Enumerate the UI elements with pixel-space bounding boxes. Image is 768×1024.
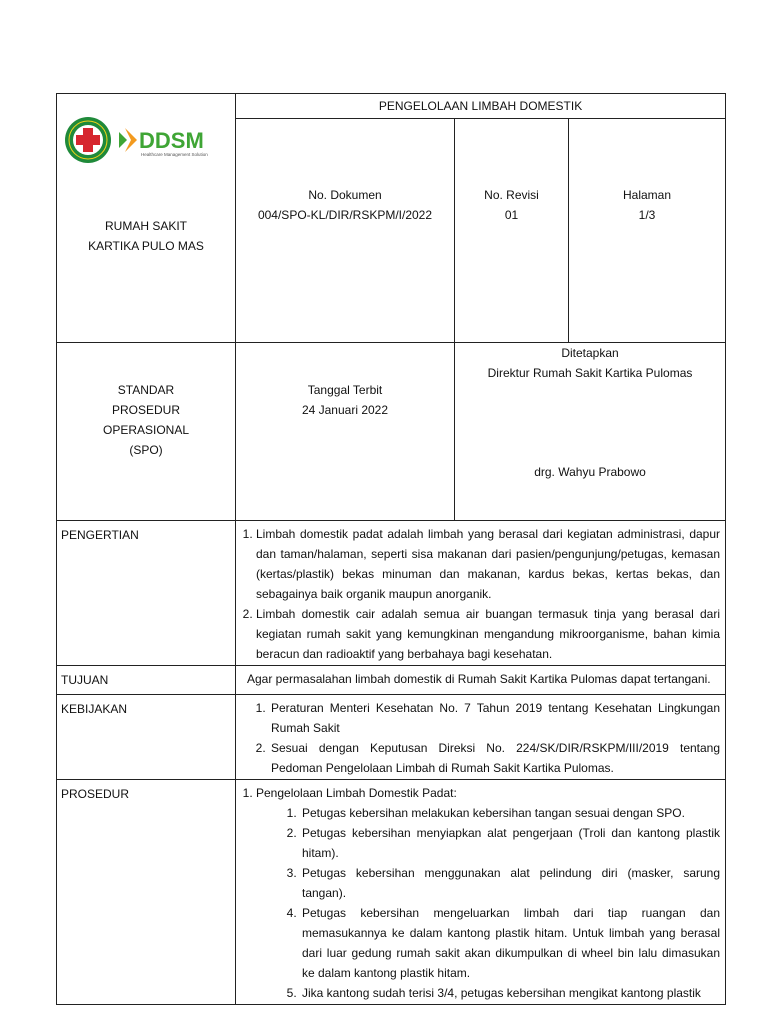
- page-value: 1/3: [638, 208, 656, 222]
- approver-title: Direktur Rumah Sakit Kartika Pulomas: [487, 366, 693, 380]
- revision-cell: [455, 119, 569, 343]
- prosedur-step: 2. Petugas kebersihan menyiapkan alat pengerjaan (Troli dan kantong plastik hitam).: [300, 823, 720, 863]
- prosedur-step: 1. Petugas kebersihan melakukan kebersihan tangan sesuai dengan SPO.: [300, 803, 720, 823]
- document-title: PENGELOLAAN LIMBAH DOMESTIK: [236, 94, 726, 119]
- doc-number-label: No. Dokumen: [308, 188, 382, 202]
- issue-date-label: Tanggal Terbit: [307, 383, 383, 397]
- spo-line3: OPERASIONAL: [102, 423, 190, 437]
- approval-cell: [455, 343, 726, 521]
- spo-line1: STANDAR: [117, 383, 175, 397]
- ddsm-tagline: Healthcare Management Solution: [141, 152, 208, 157]
- hospital-logo-graphic: [61, 116, 231, 164]
- spo-label-cell: [57, 343, 236, 521]
- section-body-pengertian: [236, 521, 726, 666]
- revision-label: No. Revisi: [484, 188, 539, 202]
- prosedur-step: 3. Petugas kebersihan menggunakan alat pelindung diri (masker, sarung tangan).: [300, 863, 720, 903]
- page-label: Halaman: [622, 188, 672, 202]
- prosedur-step: 5. Jika kantong sudah terisi 3/4, petugas kebersihan mengikat kantong plastik: [300, 983, 720, 1003]
- section-label-tujuan: TUJUAN: [57, 666, 236, 695]
- red-cross-horizontal: [76, 135, 100, 145]
- doc-number-value: 004/SPO-KL/DIR/RSKPM/I/2022: [257, 208, 433, 222]
- spo-line4: (SPO): [129, 443, 163, 457]
- prosedur-heading-item: [256, 783, 720, 1003]
- hospital-name: [57, 216, 235, 256]
- logo-cell: [57, 94, 236, 343]
- section-body-prosedur: [236, 780, 726, 1005]
- issue-date-value: 24 Januari 2022: [301, 403, 389, 417]
- section-label-pengertian: PENGERTIAN: [57, 521, 236, 666]
- hospital-name-line2: KARTIKA PULO MAS: [88, 239, 204, 253]
- prosedur-step: 4. Petugas kebersihan mengeluarkan limbah dari tiap ruangan dan memasukannya ke dalam kantong plastik hitam. Untuk limbah yang berasal dari luar gedung rumah sakit akan dikumpulkan di wheel bin lalu dimasukan ke dalam kantong plastik hitam.: [300, 903, 720, 983]
- hospital-name-line1: RUMAH SAKIT: [104, 219, 187, 233]
- approver-name: drg. Wahyu Prabowo: [534, 465, 646, 479]
- pengertian-item: 1. Limbah domestik padat adalah limbah yang berasal dari kegiatan administrasi, dapur dan taman/halaman, seperti sisa makanan dari pasien/pengunjung/petugas, kemasan (kertas/plastik) bekas minuman dan makanan, kardus bekas, kertas bekas, dan sebagainya baik organik maupun anorganik.: [256, 524, 720, 604]
- section-label-kebijakan: KEBIJAKAN: [57, 695, 236, 780]
- hospital-logos: [61, 116, 231, 164]
- spo-line2: PROSEDUR: [111, 403, 180, 417]
- kebijakan-item: 1. Peraturan Menteri Kesehatan No. 7 Tahun 2019 tentang Kesehatan Lingkungan Rumah Sakit: [269, 698, 720, 738]
- ddsm-icon: [119, 128, 137, 152]
- page-cell: [569, 119, 726, 343]
- revision-value: 01: [504, 208, 519, 222]
- approval-label: Ditetapkan: [561, 346, 619, 360]
- pengertian-item: 2. Limbah domestik cair adalah semua air buangan termasuk tinja yang berasal dari kegiatan rumah sakit yang kemungkinan mengandung mikroorganisme, bahan kimia beracun dan radioaktif yang berbahaya bagi kesehatan.: [256, 604, 720, 664]
- prosedur-heading: Pengelolaan Limbah Domestik Padat:: [256, 786, 457, 800]
- doc-number-cell: [236, 119, 455, 343]
- kebijakan-item: 2. Sesuai dengan Keputusan Direksi No. 224/SK/DIR/RSKPM/III/2019 tentang Pedoman Pengelolaan Limbah di Rumah Sakit Kartika Pulomas.: [269, 738, 720, 778]
- spo-document-table: [56, 93, 726, 1005]
- section-body-kebijakan: [236, 695, 726, 780]
- issue-date-cell: [236, 343, 455, 521]
- section-body-tujuan: Agar permasalahan limbah domestik di Rumah Sakit Kartika Pulomas dapat tertangani.: [236, 666, 726, 695]
- section-label-prosedur: PROSEDUR: [57, 780, 236, 1005]
- ddsm-logo-text: DDSM: [139, 128, 204, 153]
